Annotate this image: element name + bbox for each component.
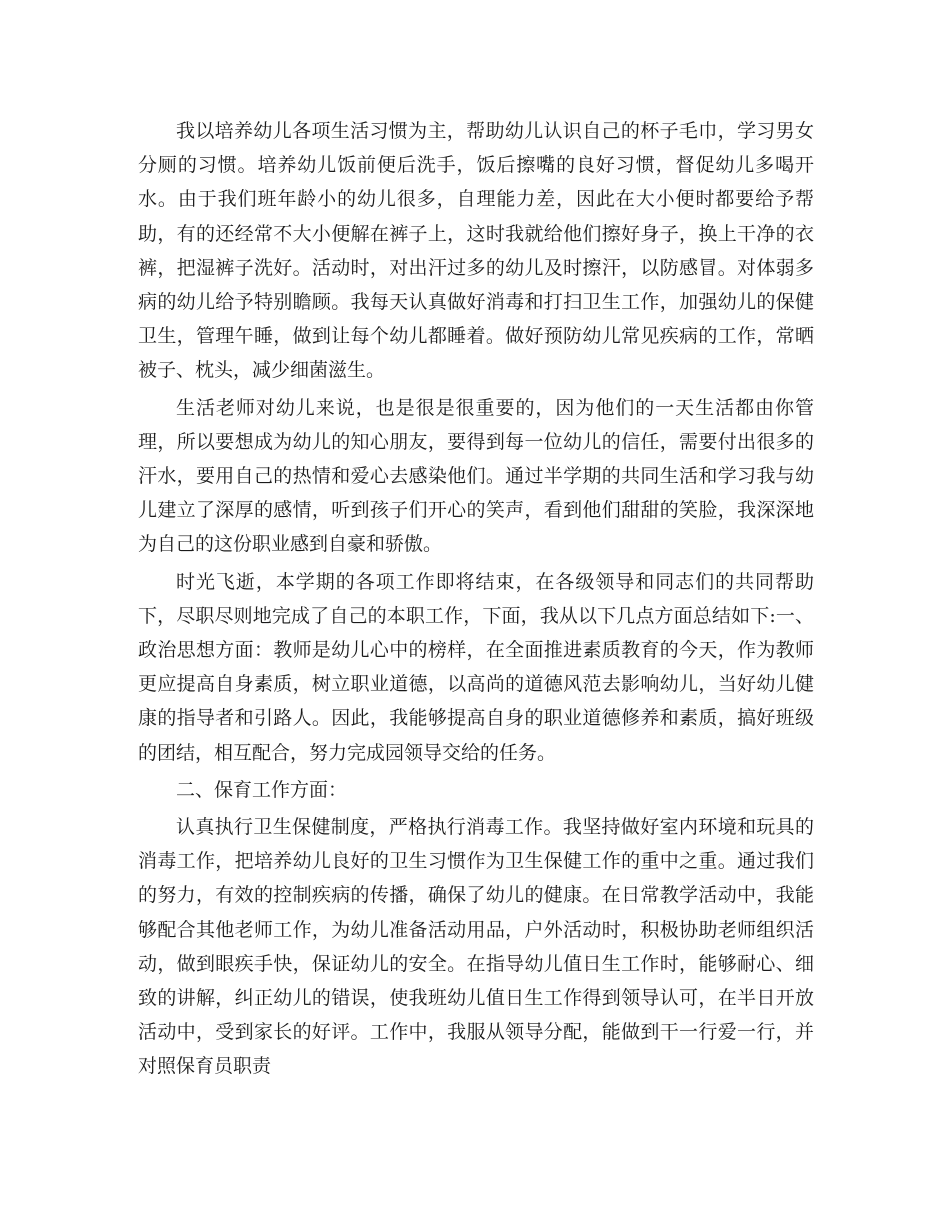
document-body <box>138 114 814 1087</box>
section-heading-care-work: 二、保育工作方面： <box>176 778 348 801</box>
paragraph-1: 我以培养幼儿各项生活习惯为主，帮助幼儿认识自己的杯子毛巾，学习男女分厕的习惯。培养幼儿饭前便后洗手，饭后擦嘴的良好习惯，督促幼儿多喝开水。由于我们班年龄小的幼儿很多，自理能力差，因此在大小便时都要给予帮助，有的还经常不大小便解在裤子上，这时我就给他们擦好身子，换上干净的衣裤，把湿裤子洗好。活动时，对出汗过多的幼儿及时擦汗，以防感冒。对体弱多病的幼儿给予特别瞻顾。我每天认真做好消毒和打扫卫生工作，加强幼儿的保健卫生，管理午睡，做到让每个幼儿都睡着。做好预防幼儿常见疾病的工作，常晒被子、枕头，减少细菌滋生。 <box>138 120 814 382</box>
paragraph-2: 生活老师对幼儿来说，也是很是很重要的，因为他们的一天生活都由你管理，所以要想成为幼儿的知心朋友，要得到每一位幼儿的信任，需要付出很多的汗水，要用自己的热情和爱心去感染他们。通过半学期的共同生活和学习我与幼儿建立了深厚的感情，听到孩子们开心的笑声，看到他们甜甜的笑脸，我深深地为自己的这份职业感到自豪和骄傲。 <box>138 396 814 556</box>
paragraph-3: 时光飞逝，本学期的各项工作即将结束，在各级领导和同志们的共同帮助下，尽职尽则地完成了自己的本职工作，下面，我从以下几点方面总结如下:一、政治思想方面：教师是幼儿心中的榜样，在全面推进素质教育的今天，作为教师更应提高自身素质，树立职业道德，以高尚的道德风范去影响幼儿，当好幼儿健康的指导者和引路人。因此，我能够提高自身的职业道德修养和素质，搞好班级的团结，相互配合，努力完成园领导交给的任务。 <box>138 570 814 764</box>
paragraph-5: 认真执行卫生保健制度，严格执行消毒工作。我坚持做好室内环境和玩具的消毒工作，把培养幼儿良好的卫生习惯作为卫生保健工作的重中之重。通过我们的努力，有效的控制疾病的传播，确保了幼儿的健康。在日常教学活动中，我能够配合其他老师工作，为幼儿准备活动用品，户外活动时，积极协助老师组织活动，做到眼疾手快，保证幼儿的安全。在指导幼儿值日生工作时，能够耐心、细致的讲解，纠正幼儿的错误，使我班幼儿值日生工作得到领导认可，在半日开放活动中，受到家长的好评。工作中，我服从领导分配，能做到干一行爱一行，并对照保育员职责 <box>138 816 814 1078</box>
